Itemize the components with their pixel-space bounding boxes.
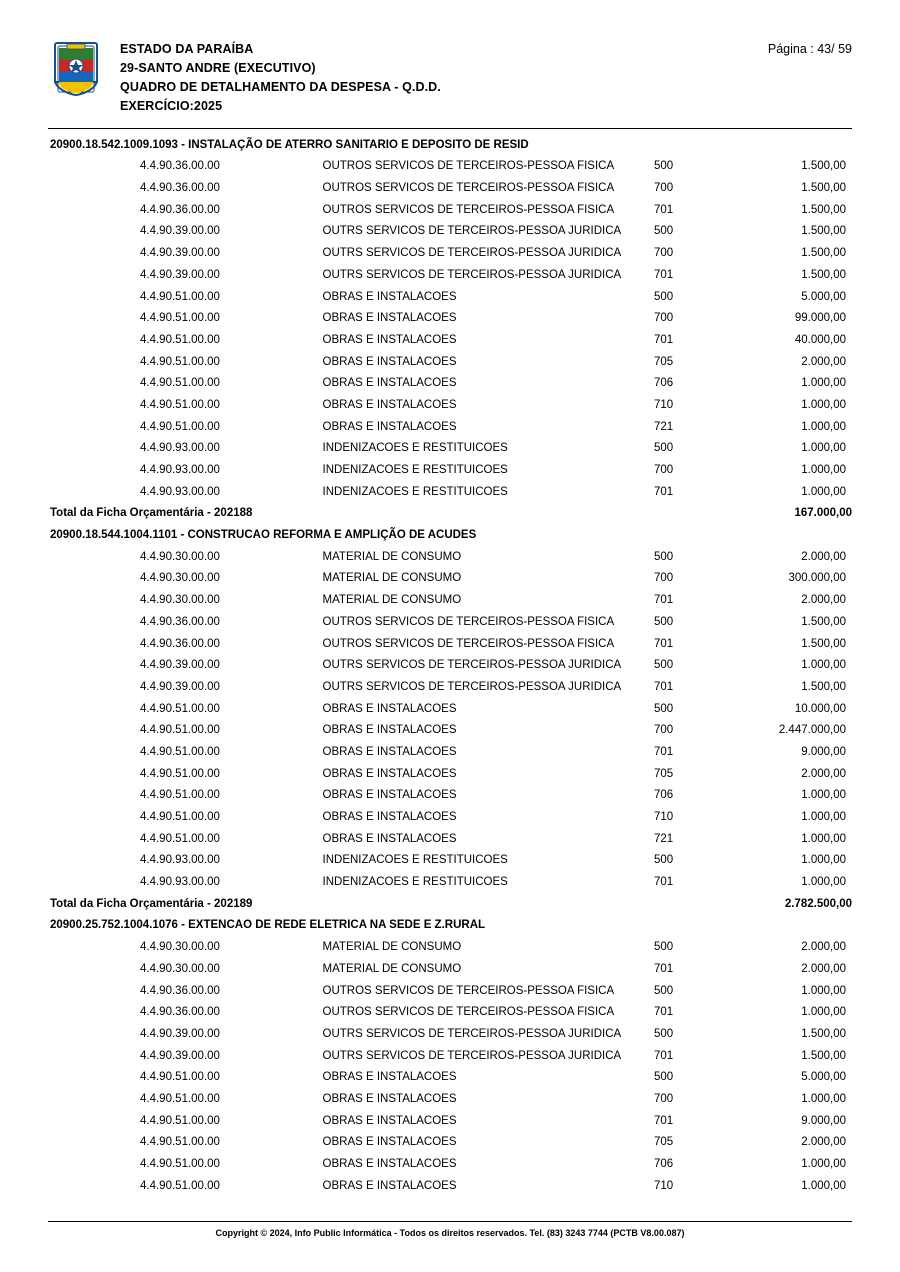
expense-description: OUTRS SERVICOS DE TERCEIROS-PESSOA JURIDICA xyxy=(322,247,622,260)
table-row xyxy=(48,216,852,238)
expense-description: OUTROS SERVICOS DE TERCEIROS-PESSOA FISICA xyxy=(322,1006,615,1019)
expense-description: OUTRS SERVICOS DE TERCEIROS-PESSOA JURIDICA xyxy=(322,1049,622,1062)
expense-value: 9.000,00 xyxy=(801,745,846,758)
expense-description: OUTRS SERVICOS DE TERCEIROS-PESSOA JURIDICA xyxy=(322,659,622,672)
ficha-group-label: 20900.25.752.1004.1076 - EXTENCAO DE REDE ELETRICA NA SEDE E Z.RURAL xyxy=(50,919,486,932)
table-row xyxy=(48,866,852,888)
expense-code: 4.4.90.36.00.00 xyxy=(140,984,220,997)
expense-code: 4.4.90.51.00.00 xyxy=(140,377,220,390)
expense-value: 1.500,00 xyxy=(801,637,846,650)
expense-code: 4.4.90.51.00.00 xyxy=(140,832,220,845)
funding-source: 710 xyxy=(653,811,674,823)
ficha-group-row xyxy=(48,519,852,541)
expense-code: 4.4.90.93.00.00 xyxy=(140,876,220,889)
funding-source: 721 xyxy=(653,832,674,845)
expense-description: OBRAS E INSTALACOES xyxy=(322,789,457,802)
expense-description: OUTROS SERVICOS DE TERCEIROS-PESSOA FISICA xyxy=(322,203,615,216)
expense-value: 2.000,00 xyxy=(801,941,846,954)
expense-code: 4.4.90.36.00.00 xyxy=(140,182,220,195)
table-row xyxy=(48,1148,852,1170)
expense-value: 1.000,00 xyxy=(801,464,846,476)
funding-source: 701 xyxy=(653,876,674,889)
expense-description: OBRAS E INSTALACOES xyxy=(322,290,457,303)
expense-value: 1.500,00 xyxy=(801,182,846,195)
qdd-table xyxy=(48,129,852,1192)
funding-source: 500 xyxy=(653,160,674,173)
funding-source: 705 xyxy=(653,355,674,368)
expense-value: 1.000,00 xyxy=(801,1092,846,1105)
expense-value: 40.000,00 xyxy=(794,333,846,346)
expense-value: 1.500,00 xyxy=(801,1027,846,1040)
expense-code: 4.4.90.51.00.00 xyxy=(140,789,220,802)
funding-source: 701 xyxy=(653,680,674,693)
funding-source: 700 xyxy=(653,464,674,476)
expense-value: 1.500,00 xyxy=(801,247,846,260)
funding-source: 710 xyxy=(653,1179,674,1192)
expense-value: 1.000,00 xyxy=(801,1179,846,1192)
expense-code: 4.4.90.39.00.00 xyxy=(140,680,220,693)
ficha-total-label: Total da Ficha Orçamentária - 202188 xyxy=(50,507,253,520)
funding-source: 701 xyxy=(653,1006,674,1019)
expense-code: 4.4.90.30.00.00 xyxy=(140,941,220,954)
expense-value: 1.500,00 xyxy=(801,680,846,693)
funding-source: 710 xyxy=(653,398,674,411)
expense-value: 1.500,00 xyxy=(801,268,846,281)
funding-source: 500 xyxy=(653,854,674,867)
table-row xyxy=(48,1127,852,1149)
funding-source: 500 xyxy=(653,1027,674,1040)
expense-description: OBRAS E INSTALACOES xyxy=(322,1136,457,1149)
expense-code: 4.4.90.51.00.00 xyxy=(140,1071,220,1084)
expense-value: 9.000,00 xyxy=(801,1114,846,1127)
table-row xyxy=(48,953,852,975)
funding-source: 500 xyxy=(653,550,674,563)
footer-copyright: Copyright © 2024, Info Public Informática - Todos os direitos reservados. Tel. (83) 3243 7744 (PCTB V8.00.087) xyxy=(215,1228,685,1238)
funding-source: 700 xyxy=(653,182,674,195)
expense-description: MATERIAL DE CONSUMO xyxy=(322,572,462,585)
expense-description: OUTROS SERVICOS DE TERCEIROS-PESSOA FISICA xyxy=(322,637,615,650)
expense-code: 4.4.90.36.00.00 xyxy=(140,1006,220,1019)
table-row xyxy=(48,454,852,476)
expense-value: 99.000,00 xyxy=(794,312,846,325)
expense-description: OBRAS E INSTALACOES xyxy=(322,832,457,845)
expense-code: 4.4.90.51.00.00 xyxy=(140,312,220,325)
funding-source: 701 xyxy=(653,1114,674,1127)
funding-source: 500 xyxy=(653,702,674,715)
table-row xyxy=(48,693,852,715)
expense-value: 2.447.000,00 xyxy=(778,724,846,737)
table-row xyxy=(48,584,852,606)
ficha-group-row xyxy=(48,910,852,932)
funding-source: 500 xyxy=(653,984,674,997)
expense-value: 10.000,00 xyxy=(794,702,846,715)
ficha-total-row xyxy=(48,888,852,910)
table-row xyxy=(48,780,852,802)
table-row xyxy=(48,433,852,455)
table-row xyxy=(48,172,852,194)
expense-description: INDENIZACOES E RESTITUICOES xyxy=(322,854,508,867)
expense-description: OBRAS E INSTALACOES xyxy=(322,398,457,411)
table-row xyxy=(48,281,852,303)
expense-description: MATERIAL DE CONSUMO xyxy=(322,941,462,954)
expense-value: 1.000,00 xyxy=(801,984,846,997)
footer-divider xyxy=(48,1221,852,1222)
funding-source: 500 xyxy=(653,1071,674,1084)
table-row xyxy=(48,389,852,411)
funding-source: 500 xyxy=(653,659,674,672)
expense-value: 1.000,00 xyxy=(801,789,846,802)
funding-source: 500 xyxy=(653,225,674,238)
expense-description: OBRAS E INSTALACOES xyxy=(322,702,457,715)
expense-value: 1.500,00 xyxy=(801,1049,846,1062)
expense-code: 4.4.90.51.00.00 xyxy=(140,1136,220,1149)
expense-description: MATERIAL DE CONSUMO xyxy=(322,594,462,607)
table-row xyxy=(48,801,852,823)
expense-code: 4.4.90.51.00.00 xyxy=(140,355,220,368)
funding-source: 701 xyxy=(653,1049,674,1062)
table-row xyxy=(48,237,852,259)
expense-code: 4.4.90.51.00.00 xyxy=(140,702,220,715)
expense-code: 4.4.90.51.00.00 xyxy=(140,398,220,411)
expense-code: 4.4.90.93.00.00 xyxy=(140,854,220,867)
expense-code: 4.4.90.51.00.00 xyxy=(140,1092,220,1105)
table-row xyxy=(48,671,852,693)
expense-description: OBRAS E INSTALACOES xyxy=(322,355,457,368)
expense-value: 2.000,00 xyxy=(801,594,846,607)
expense-description: OUTRS SERVICOS DE TERCEIROS-PESSOA JURIDICA xyxy=(322,680,622,693)
table-row xyxy=(48,736,852,758)
expense-code: 4.4.90.30.00.00 xyxy=(140,594,220,607)
expense-code: 4.4.90.36.00.00 xyxy=(140,160,220,173)
funding-source: 706 xyxy=(653,377,674,390)
expense-description: OBRAS E INSTALACOES xyxy=(322,811,457,823)
expense-value: 1.500,00 xyxy=(801,615,846,628)
expense-value: 1.000,00 xyxy=(801,398,846,411)
expense-description: OBRAS E INSTALACOES xyxy=(322,1158,457,1170)
expense-code: 4.4.90.93.00.00 xyxy=(140,464,220,476)
table-row xyxy=(48,476,852,498)
expense-code: 4.4.90.51.00.00 xyxy=(140,1179,220,1192)
funding-source: 705 xyxy=(653,767,674,780)
expense-value: 2.000,00 xyxy=(801,550,846,563)
expense-value: 5.000,00 xyxy=(801,1071,846,1084)
expense-code: 4.4.90.51.00.00 xyxy=(140,745,220,758)
expense-value: 1.500,00 xyxy=(801,203,846,216)
expense-code: 4.4.90.51.00.00 xyxy=(140,1114,220,1127)
table-row xyxy=(48,650,852,672)
funding-source: 500 xyxy=(653,290,674,303)
table-row xyxy=(48,975,852,997)
document-footer xyxy=(48,1217,852,1238)
table-row xyxy=(48,259,852,281)
table-row xyxy=(48,346,852,368)
table-row xyxy=(48,606,852,628)
expense-value: 1.000,00 xyxy=(801,1006,846,1019)
expense-description: INDENIZACOES E RESTITUICOES xyxy=(322,442,508,455)
expense-value: 1.000,00 xyxy=(801,485,846,498)
expense-code: 4.4.90.36.00.00 xyxy=(140,637,220,650)
expense-code: 4.4.90.51.00.00 xyxy=(140,724,220,737)
expense-description: OUTRS SERVICOS DE TERCEIROS-PESSOA JURIDICA xyxy=(322,1027,622,1040)
funding-source: 700 xyxy=(653,572,674,585)
expense-description: OBRAS E INSTALACOES xyxy=(322,724,457,737)
expense-description: INDENIZACOES E RESTITUICOES xyxy=(322,485,508,498)
header-exercise: EXERCÍCIO:2025 xyxy=(120,99,223,113)
table-row xyxy=(48,1040,852,1062)
expense-value: 2.000,00 xyxy=(801,767,846,780)
expense-code: 4.4.90.51.00.00 xyxy=(140,811,220,823)
expense-code: 4.4.90.39.00.00 xyxy=(140,247,220,260)
funding-source: 705 xyxy=(653,1136,674,1149)
expense-value: 1.000,00 xyxy=(801,420,846,433)
funding-source: 500 xyxy=(653,941,674,954)
expense-code: 4.4.90.39.00.00 xyxy=(140,1049,220,1062)
table-row xyxy=(48,1170,852,1192)
expense-value: 1.000,00 xyxy=(801,442,846,455)
expense-value: 1.500,00 xyxy=(801,160,846,173)
expense-code: 4.4.90.93.00.00 xyxy=(140,442,220,455)
table-row xyxy=(48,997,852,1019)
expense-code: 4.4.90.39.00.00 xyxy=(140,659,220,672)
table-row xyxy=(48,368,852,390)
funding-source: 700 xyxy=(653,312,674,325)
table-row xyxy=(48,1083,852,1105)
expense-description: OUTRS SERVICOS DE TERCEIROS-PESSOA JURIDICA xyxy=(322,268,622,281)
table-row xyxy=(48,151,852,173)
funding-source: 500 xyxy=(653,615,674,628)
expense-description: OBRAS E INSTALACOES xyxy=(322,1071,457,1084)
expense-description: OUTROS SERVICOS DE TERCEIROS-PESSOA FISICA xyxy=(322,160,615,173)
table-row xyxy=(48,931,852,953)
table-row xyxy=(48,758,852,780)
table-row xyxy=(48,194,852,216)
expense-code: 4.4.90.39.00.00 xyxy=(140,225,220,238)
page-number: Página : 43/ 59 xyxy=(767,42,852,56)
funding-source: 700 xyxy=(653,247,674,260)
expense-code: 4.4.90.51.00.00 xyxy=(140,333,220,346)
ficha-total-value: 2.782.500,00 xyxy=(784,897,852,910)
expense-description: OBRAS E INSTALACOES xyxy=(322,1092,457,1105)
table-row xyxy=(48,715,852,737)
expense-code: 4.4.90.30.00.00 xyxy=(140,572,220,585)
table-row xyxy=(48,303,852,325)
ficha-group-label: 20900.18.544.1004.1101 - CONSTRUCAO REFORMA E AMPLIÇÃO DE ACUDES xyxy=(50,529,477,542)
expense-value: 1.000,00 xyxy=(801,832,846,845)
funding-source: 701 xyxy=(653,745,674,758)
funding-source: 700 xyxy=(653,724,674,737)
coat-of-arms-paraiba-icon xyxy=(54,42,98,96)
funding-source: 701 xyxy=(653,203,674,216)
expense-code: 4.4.90.30.00.00 xyxy=(140,550,220,563)
expense-description: OBRAS E INSTALACOES xyxy=(322,377,457,390)
header-state: ESTADO DA PARAÍBA xyxy=(120,42,254,56)
funding-source: 701 xyxy=(653,637,674,650)
ficha-group-row xyxy=(48,129,852,151)
expense-code: 4.4.90.39.00.00 xyxy=(140,268,220,281)
expense-code: 4.4.90.39.00.00 xyxy=(140,1027,220,1040)
expense-description: MATERIAL DE CONSUMO xyxy=(322,962,462,975)
table-row xyxy=(48,563,852,585)
expense-code: 4.4.90.93.00.00 xyxy=(140,485,220,498)
ficha-group-label: 20900.18.542.1009.1093 - INSTALAÇÃO DE ATERRO SANITARIO E DEPOSITO DE RESID xyxy=(50,138,529,151)
expense-description: OUTRS SERVICOS DE TERCEIROS-PESSOA JURIDICA xyxy=(322,225,622,238)
ficha-total-row xyxy=(48,498,852,520)
expense-code: 4.4.90.30.00.00 xyxy=(140,962,220,975)
header-entity: 29-SANTO ANDRE (EXECUTIVO) xyxy=(120,61,316,75)
expense-value: 1.000,00 xyxy=(801,377,846,390)
expense-value: 1.000,00 xyxy=(801,659,846,672)
expense-description: INDENIZACOES E RESTITUICOES xyxy=(322,876,508,889)
expense-code: 4.4.90.51.00.00 xyxy=(140,420,220,433)
funding-source: 701 xyxy=(653,485,674,498)
expense-value: 1.000,00 xyxy=(801,1158,846,1170)
expense-value: 1.000,00 xyxy=(801,876,846,889)
expense-description: INDENIZACOES E RESTITUICOES xyxy=(322,464,508,476)
expense-description: OBRAS E INSTALACOES xyxy=(322,767,457,780)
expense-description: OUTROS SERVICOS DE TERCEIROS-PESSOA FISICA xyxy=(322,615,615,628)
table-row xyxy=(48,1105,852,1127)
table-row xyxy=(48,541,852,563)
expense-description: OBRAS E INSTALACOES xyxy=(322,420,457,433)
expense-value: 2.000,00 xyxy=(801,1136,846,1149)
expense-code: 4.4.90.51.00.00 xyxy=(140,290,220,303)
table-row xyxy=(48,628,852,650)
funding-source: 700 xyxy=(653,1092,674,1105)
expense-code: 4.4.90.36.00.00 xyxy=(140,203,220,216)
table-row xyxy=(48,411,852,433)
table-row xyxy=(48,823,852,845)
funding-source: 721 xyxy=(653,420,674,433)
ficha-total-value: 167.000,00 xyxy=(794,507,852,520)
expense-description: OBRAS E INSTALACOES xyxy=(322,333,457,346)
expense-value: 1.000,00 xyxy=(801,811,846,823)
expense-value: 1.500,00 xyxy=(801,225,846,238)
funding-source: 701 xyxy=(653,333,674,346)
expense-code: 4.4.90.51.00.00 xyxy=(140,767,220,780)
expense-code: 4.4.90.51.00.00 xyxy=(140,1158,220,1170)
expense-description: MATERIAL DE CONSUMO xyxy=(322,550,462,563)
table-row xyxy=(48,1018,852,1040)
expense-description: OBRAS E INSTALACOES xyxy=(322,745,457,758)
funding-source: 701 xyxy=(653,268,674,281)
expense-code: 4.4.90.36.00.00 xyxy=(140,615,220,628)
funding-source: 706 xyxy=(653,789,674,802)
table-row xyxy=(48,845,852,867)
expense-value: 1.000,00 xyxy=(801,854,846,867)
funding-source: 701 xyxy=(653,962,674,975)
expense-value: 300.000,00 xyxy=(788,572,846,585)
expense-value: 2.000,00 xyxy=(801,962,846,975)
funding-source: 706 xyxy=(653,1158,674,1170)
expense-description: OUTROS SERVICOS DE TERCEIROS-PESSOA FISICA xyxy=(322,182,615,195)
expense-value: 5.000,00 xyxy=(801,290,846,303)
ficha-total-label: Total da Ficha Orçamentária - 202189 xyxy=(50,897,253,910)
expense-description: OBRAS E INSTALACOES xyxy=(322,312,457,325)
expense-value: 2.000,00 xyxy=(801,355,846,368)
header-report-title: QUADRO DE DETALHAMENTO DA DESPESA - Q.D.D. xyxy=(120,80,441,94)
expense-description: OBRAS E INSTALACOES xyxy=(322,1114,457,1127)
funding-source: 500 xyxy=(653,442,674,455)
table-row xyxy=(48,324,852,346)
funding-source: 701 xyxy=(653,594,674,607)
expense-description: OBRAS E INSTALACOES xyxy=(322,1179,457,1192)
expense-description: OUTROS SERVICOS DE TERCEIROS-PESSOA FISICA xyxy=(322,984,615,997)
table-row xyxy=(48,1062,852,1084)
document-header xyxy=(48,38,852,124)
